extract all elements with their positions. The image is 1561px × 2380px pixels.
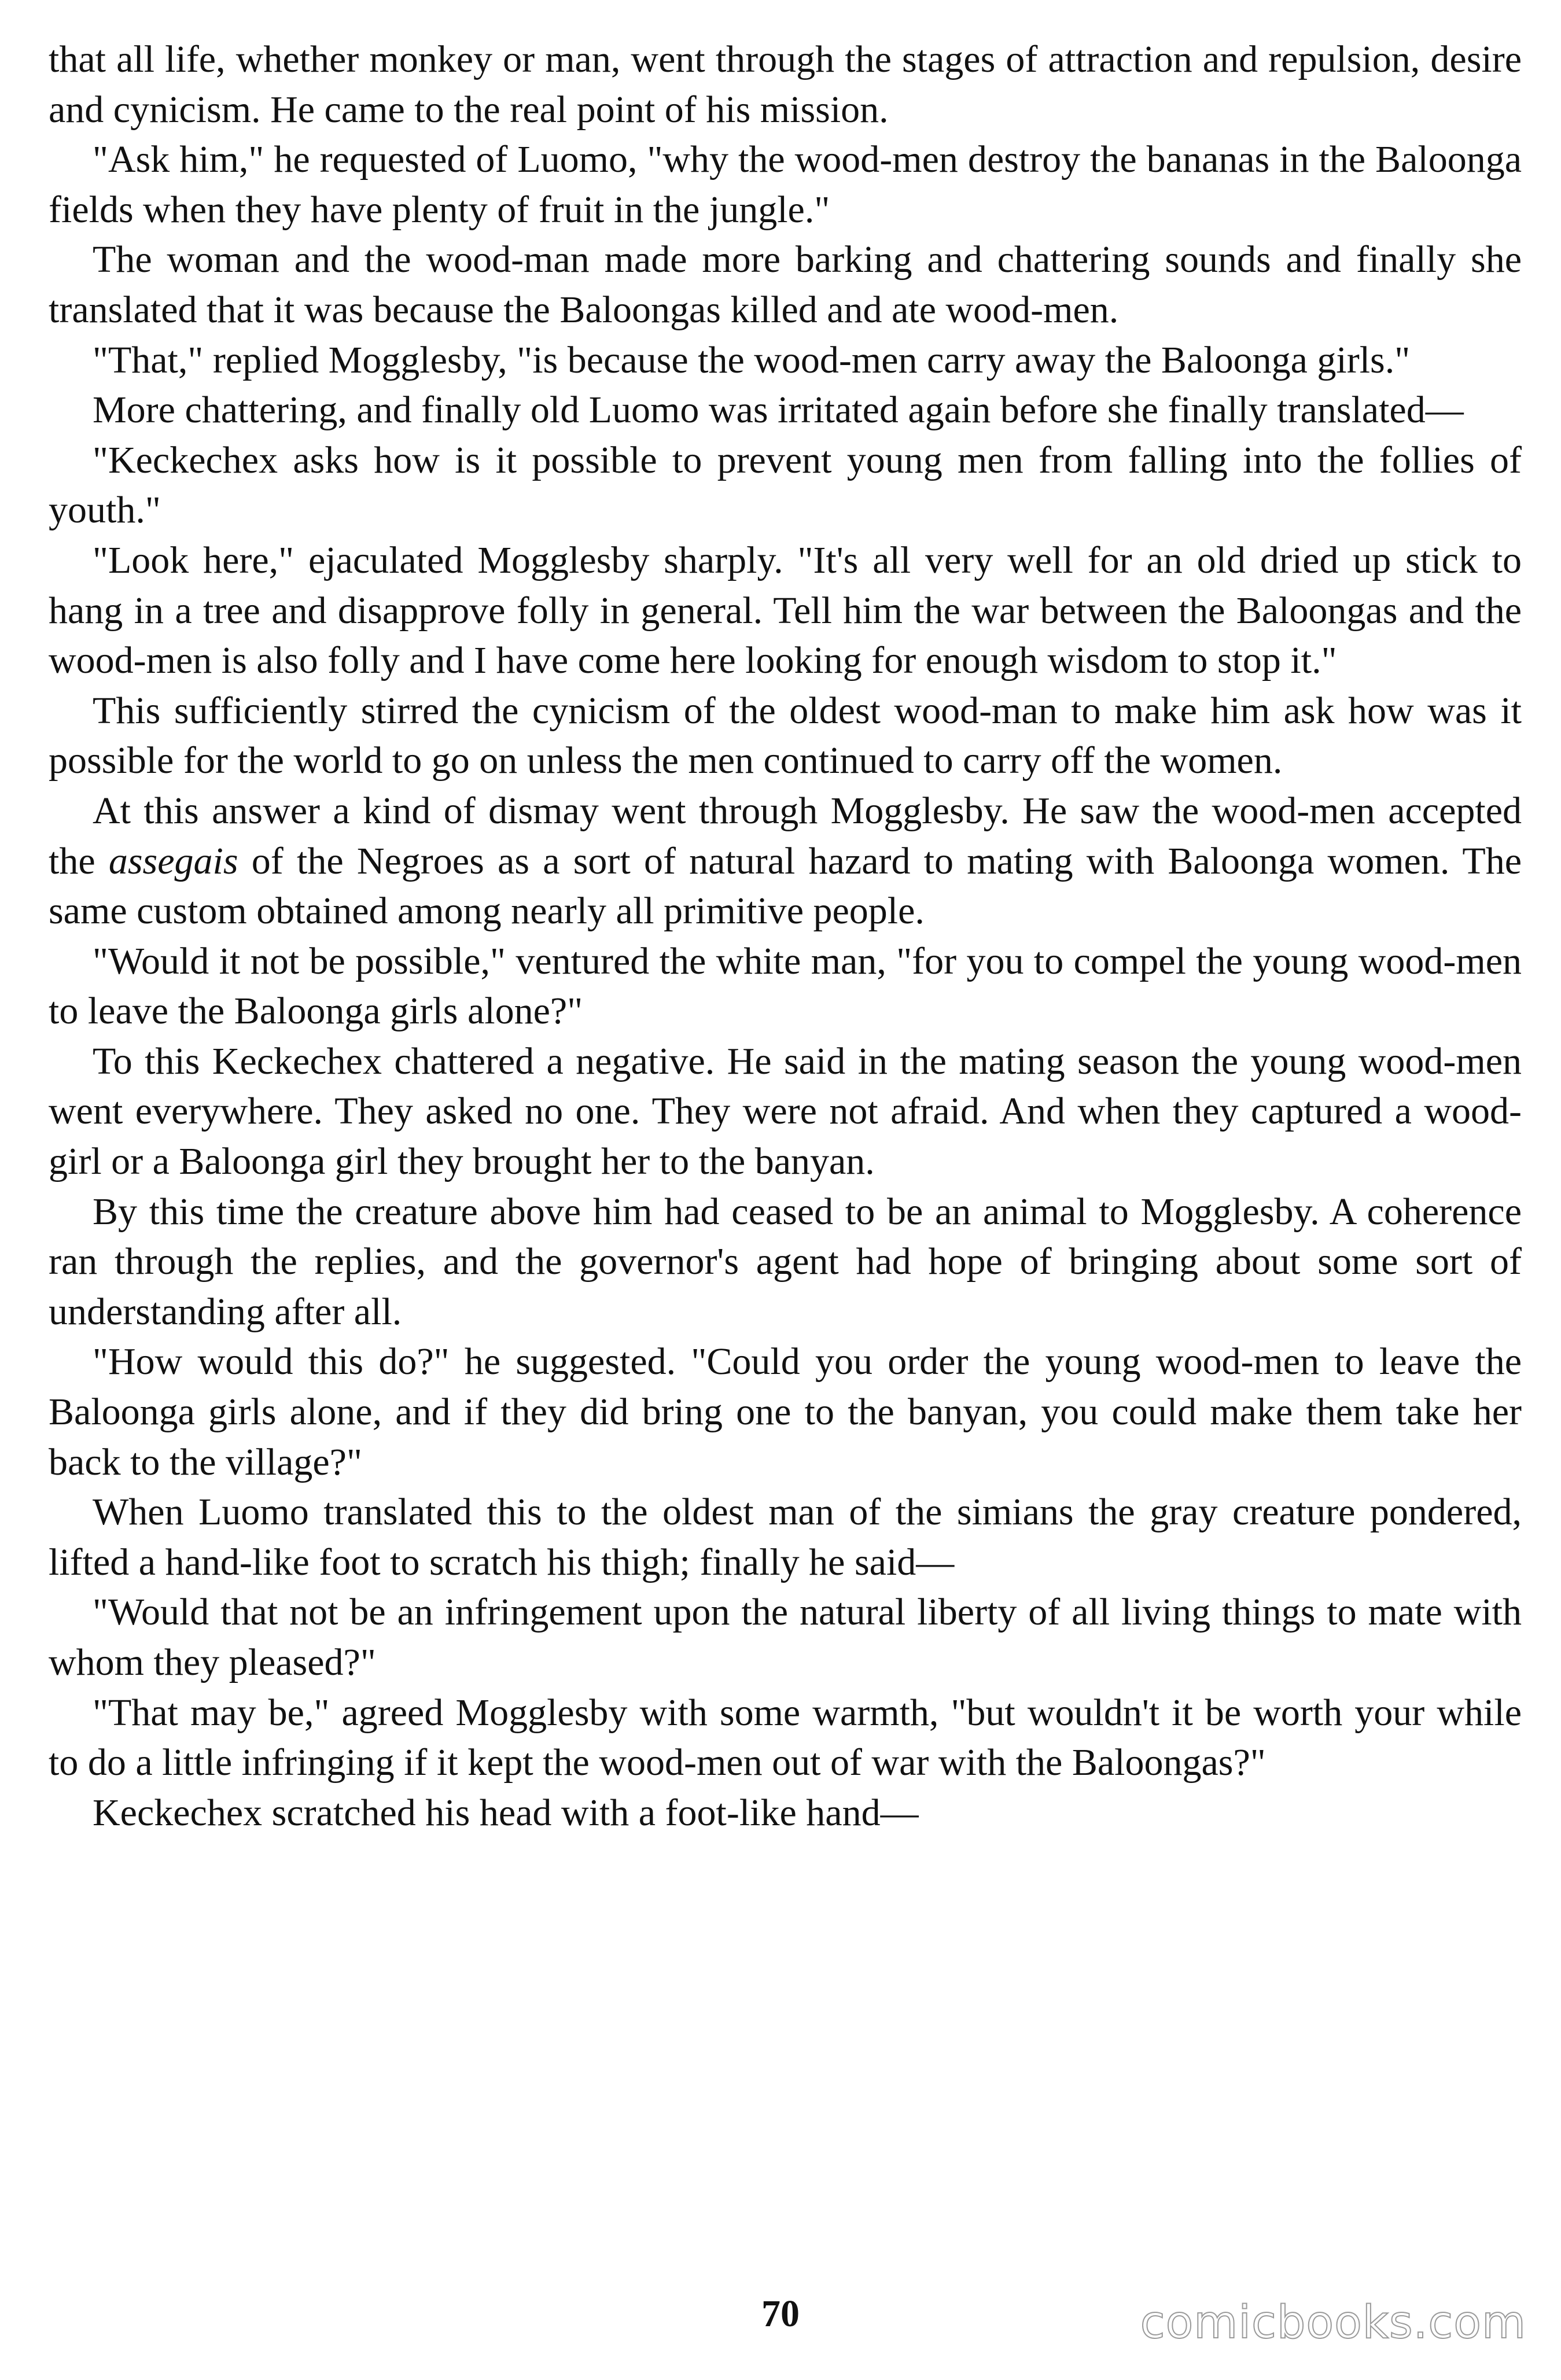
paragraph-8: This sufficiently stirred the cynicism of the oldest wood-man to make him ask how was it possible for the world to go on unless the men continued to carry off the women.: [49, 689, 1522, 782]
paragraph-11: To this Keckechex chattered a negative. He said in the mating season the young wood-men went everywhere. They asked no one. They were not afraid. And when they captured a wood-girl or a Baloonga girl they brought her to the banyan.: [49, 1040, 1522, 1183]
paragraph-17: Keckechex scratched his head with a foot-like hand—: [93, 1791, 919, 1834]
paragraph-12: By this time the creature above him had ceased to be an animal to Mogglesby. A coherence ran through the replies, and the governor's agent had hope of bringing about some sort of understanding after all.: [49, 1190, 1522, 1333]
paragraph-6: "Keckechex asks how is it possible to prevent young men from falling into the follies of youth.": [49, 439, 1522, 532]
paragraph-10: "Would it not be possible," ventured the white man, "for you to compel the young wood-men to leave the Baloonga girls alone?": [49, 940, 1522, 1033]
watermark-logo: comicbooks.com: [1140, 2297, 1526, 2349]
paragraph-9-italic: assegais: [108, 839, 238, 882]
paragraph-7: "Look here," ejaculated Mogglesby sharply. "It's all very well for an old dried up stick to hang in a tree and disapprove folly in general. Tell him the war between the Baloongas and the wood-men is also folly and I have come here looking for enough wisdom to stop it.": [49, 539, 1522, 682]
paragraph-3: The woman and the wood-man made more barking and chattering sounds and finally she translated that it was because the Baloongas killed and ate wood-men.: [49, 238, 1522, 331]
paragraph-4: "That," replied Mogglesby, "is because the wood-men carry away the Baloonga girls.": [93, 338, 1411, 381]
paragraph-14: When Luomo translated this to the oldest man of the simians the gray creature pondered, lifted a hand-like foot to scratch his thigh; finally he said—: [49, 1491, 1522, 1583]
paragraph-16: "That may be," agreed Mogglesby with some warmth, "but wouldn't it be worth your while to do a little infringing if it kept the wood-men out of war with the Baloongas?": [49, 1691, 1522, 1784]
paragraph-9-before: At this answer a kind of dismay went through Mogglesby. He saw the wood-men accepted the: [49, 789, 1522, 882]
paragraph-9: [49, 786, 1522, 937]
page-number: 70: [761, 2293, 800, 2335]
paragraph-15: "Would that not be an infringement upon the natural liberty of all living things to mate with whom they pleased?": [49, 1591, 1522, 1683]
paragraph-13: "How would this do?" he suggested. "Could you order the young wood-men to leave the Baloonga girls alone, and if they did bring one to the banyan, you could make them take her back to the village?": [49, 1340, 1522, 1483]
paragraph-5: More chattering, and finally old Luomo was irritated again before she finally translated—: [93, 389, 1464, 432]
paragraph-9-after: of the Negroes as a sort of natural hazard to mating with Baloonga women. The same custom obtained among nearly all primitive people.: [49, 839, 1522, 933]
page-text: [49, 35, 1522, 1838]
paragraph-1: that all life, whether monkey or man, went through the stages of attraction and repulsion, desire and cynicism. He came to the real point of his mission.: [49, 38, 1522, 131]
paragraph-2: "Ask him," he requested of Luomo, "why the wood-men destroy the bananas in the Baloonga fields when they have plenty of fruit in the jungle.": [49, 138, 1522, 231]
